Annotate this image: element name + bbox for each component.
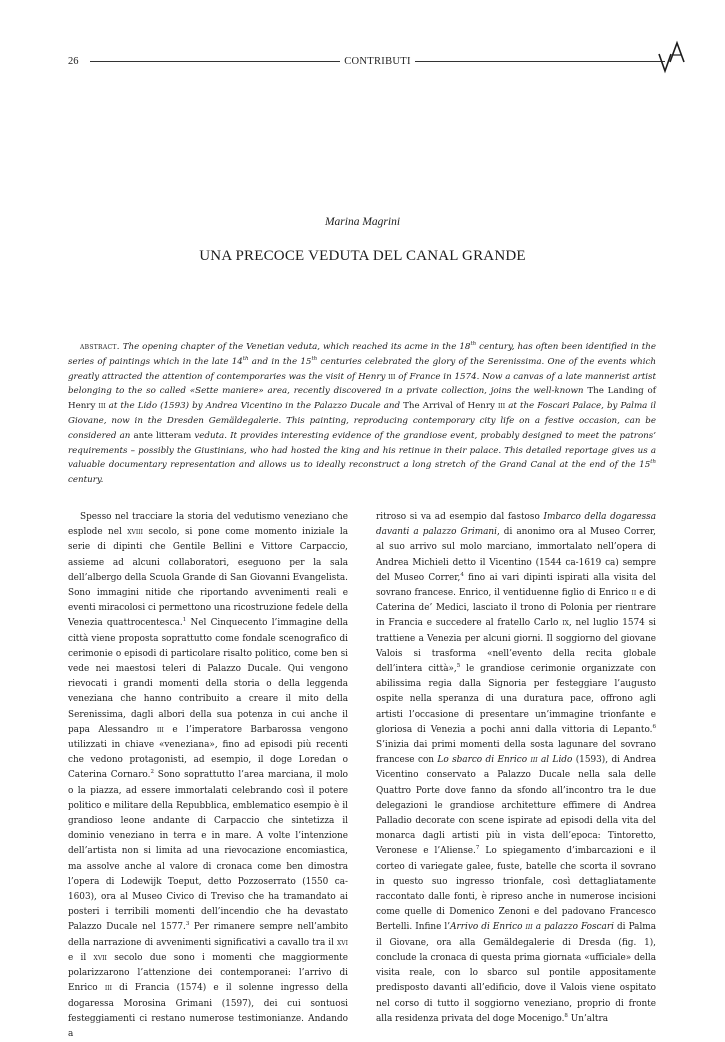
body-text: e l’imperatore Barbarossa vengono utilizzati in chiave «veneziana», fino ad episodi più recenti che vedono protagonisti, ad esempio, il doge Loredan o Caterina Cornaro. xyxy=(68,724,348,781)
body-column-left xyxy=(68,510,348,1042)
superscript: th xyxy=(311,355,318,362)
abstract-text: at the Lido (1593) by Andrea Vicentino in the Palazzo Ducale and xyxy=(105,401,404,412)
artwork-title: The Arrival of Henry xyxy=(403,401,498,412)
roman-numeral: ii xyxy=(631,588,637,599)
body-text: secolo, si pone come momento iniziale la serie di dipinti che Gentile Bellini e Vittore Carpaccio, assieme ad alcuni collaboratori, eseguono per la sala dell’albergo della Scuola Grande di San Giovanni Evangelista. Sono immagini nitide che riportando avvenimenti reali e eventi miracolosi ci permettono una ricostruzione fedele della Venezia quattrocentesca. xyxy=(68,527,348,629)
body-text: di Francia (1574) e il solenne ingresso della dogaressa Morosina Grimani (1597), dei cui sontuosi festeggiamenti ci restano numerose testimonianze. Andando a xyxy=(68,983,348,1039)
journal-va-monogram-icon xyxy=(657,40,687,74)
footnote-ref[interactable]: 1 xyxy=(182,617,187,624)
article-title: UNA PRECOCE VEDUTA DEL CANAL GRANDE xyxy=(199,248,526,264)
footnote-ref[interactable]: 6 xyxy=(652,723,656,730)
artwork-title: The Landing of Henry xyxy=(68,386,656,412)
body-text: di Palma il Giovane, ora alla Gemäldegalerie di Dresda (fig. 1), conclude la cronaca di questa prima giornata «ufficiale» della visita reale, con lo sbarco sul pontile appositamente predisposto davanti all’edificio, dove il Valois viene ospitato nel corso di tutto il soggiorno veneziano, proprio di fronte alla residenza privata del doge Mocenigo. xyxy=(376,922,656,1024)
footnote-ref[interactable]: 5 xyxy=(456,663,461,670)
body-text: e di Caterina de’ Medici, lasciato il trono di Polonia per rientrare in Francia e succedere al fratello Carlo xyxy=(376,588,656,629)
superscript: th xyxy=(242,355,249,362)
abstract-text: The opening chapter of the Venetian veduta, which reached its acme in the 18 xyxy=(122,342,471,352)
header-rule-left xyxy=(90,61,340,62)
body-text: Per rimanere sempre nell’ambito della narrazione di avvenimenti significativi a cavallo tra il xyxy=(68,922,348,948)
body-text: , di anonimo ora al Museo Correr, al suo arrivo sul molo marciano, immortalato nell’opera di Andrea Michieli detto il Vicentino (1544 ca-1619 ca) sempre del Museo Correr, xyxy=(376,527,656,583)
body-text: Spesso nel tracciare la storia del vedutismo veneziano che esplode nel xyxy=(68,512,348,538)
roman-numeral: xvi xyxy=(337,937,348,948)
footnote-ref[interactable]: 3 xyxy=(185,921,190,928)
roman-numeral: iii xyxy=(98,401,106,412)
body-text: (1593), di Andrea Vicentino conservato a Palazzo Ducale nella sala delle Quattro Porte dove fanno da sfondo all’incontro tra le due delegazioni le grandiose architetture effimere di Andrea Palladio decorate con scene ispirate ad episodi della vita del monarca dagli artisti più in vista dell’epoca: Tintoretto, Veronese e l’Aliense. xyxy=(376,755,656,857)
artwork-title: Imbarco della dogaressa davanti a palazzo Grimani xyxy=(376,512,656,538)
body-text: le grandiose cerimonie organizzate con abilissima regia dalla Signoria per festeggiare l’augusto ospite nella speranza di una duratura pace, offrono agli artisti l’occasione di presentare un’immagine trionfante e gloriosa di Venezia a pochi anni dalla vittoria di Lepanto. xyxy=(376,664,656,735)
artwork-title: a palazzo Foscari xyxy=(532,922,614,933)
artwork-title: Arrivo di Enrico xyxy=(450,922,526,933)
body-text: Un’altra xyxy=(567,1013,608,1024)
roman-numeral: iii xyxy=(388,371,396,382)
abstract-text: century, has often been identified in the series of paintings which in the late 14 xyxy=(68,342,656,367)
abstract xyxy=(68,340,656,488)
footnote-ref[interactable]: 4 xyxy=(460,571,464,578)
body-text: Nel Cinquecento l’immagine della città viene proposta soprattutto come fondale scenografico di cerimonie o episodi di particolare risalto politico, come ben si vede nei maestosi teleri di Palazzo Ducale. Qui vengono rievocati i grandi momenti della storia o della leggenda veneziana che hanno contribuito a creare il mito della Serenissima, dagli albori della sua potenza in cui anche il papa Alessandro xyxy=(68,618,348,735)
header-rule-right xyxy=(415,61,665,62)
body-text: Sono soprattutto l’area marciana, il molo o la piazza, ad essere immortalati celebrando così il potere politico e militare della Repubblica, emblematico esempio è il grandioso leone andante di Carpaccio che sintetizza il dominio veneziano in terra e in mare. A volte l’intenzione dell’artista non si limita ad una rievocazione encomiastica, ma assolve anche al valore di cronaca come ben dimostra l’opera di Lodewijk Toeput, detto Pozzoserrato (1550 ca-1603), ora al Museo Civico di Treviso che ha tramandato ai posteri i terribili momenti dell’incendio che ha devastato Palazzo Ducale nel 1577. xyxy=(68,770,349,933)
abstract-text: of France in 1574. Now a canvas of a late mannerist artist belonging to the so called «Sette maniere» area, recently discovered in a private collection, joins the well-known xyxy=(68,371,656,397)
artwork-title: Lo sbarco di Enrico xyxy=(437,755,531,766)
roman-numeral: iii xyxy=(530,755,538,766)
abstract-text: century. xyxy=(68,475,104,486)
footnote-ref[interactable]: 7 xyxy=(475,845,480,852)
body-text: e il xyxy=(68,952,94,963)
roman-numeral: xviii xyxy=(127,527,143,538)
body-text: ritroso si va ad esempio dal fastoso xyxy=(376,512,544,522)
roman-numeral: iii xyxy=(498,401,506,412)
body-column-right xyxy=(376,510,656,1027)
roman-numeral: iii xyxy=(104,983,112,994)
body-text: S’inizia dai primi momenti della sosta lagunare del sovrano francese con xyxy=(376,740,656,766)
article-author: Marina Magrini xyxy=(324,216,401,228)
page-number: 26 xyxy=(68,55,79,67)
running-head xyxy=(68,50,665,72)
body-text: , nel luglio 1574 si trattiene a Venezia per alcuni giorni. Il soggiorno del giovane Valois si trasforma «nell’evento della recita globale dell’intera città», xyxy=(376,618,656,675)
roman-numeral: ix xyxy=(562,618,569,629)
abstract-text: veduta. It provides interesting evidence of the grandiose event, probably designed to meet the patrons’ requirements – possibly the Giustinians, who had hosted the king and his retinue in their palace. This detailed reportage gives us a valuable documentary representation and allows us to ideally reconstruct a long stretch of the Grand Canal at the end of the 15 xyxy=(68,430,656,471)
body-text: Lo spiegamento d’imbarcazioni e il corteo di variegate galee, fuste, batelle che scorta il sovrano in questo suo ingresso trionfale, così dettagliatamente raccontato dalle fonti, è ripreso anche in numerose incisioni come quelle di Domenico Zenoni e del padovano Francesco Bertelli. Infine l’ xyxy=(376,846,656,933)
roman-numeral: iii xyxy=(525,922,533,933)
artwork-title: al Lido xyxy=(537,755,573,766)
roman-numeral: iii xyxy=(156,724,164,735)
abstract-text: centuries celebrated the glory of the Serenissima. One of the events which greatly attracted the attention of contemporaries was the visit of Henry xyxy=(68,356,656,382)
body-text: fino ai vari dipinti ispirati alla visita del sovrano francese. Enrico, il ventiduenne figlio di Enrico xyxy=(376,572,656,599)
latin-phrase: ante litteram xyxy=(133,430,192,441)
abstract-text: at the Foscari Palace, by Palma il Giovane, now in the Dresden Gemäldegalerie. This painting, reproducing contemporary city life on a festive occasion, can be considered an xyxy=(68,401,656,441)
abstract-text: and in the 15 xyxy=(248,356,312,367)
footnote-ref[interactable]: 8 xyxy=(564,1012,568,1019)
section-title: CONTRIBUTI xyxy=(344,55,411,67)
footnote-ref[interactable]: 2 xyxy=(150,769,154,776)
roman-numeral: xvii xyxy=(93,952,107,963)
body-text: secolo due sono i momenti che maggiormente polarizzarono l’attenzione dei contemporanei: l’arrivo di Enrico xyxy=(68,952,348,994)
superscript: th xyxy=(470,341,477,348)
superscript: th xyxy=(650,459,656,466)
abstract-label: abstract. xyxy=(80,342,120,352)
